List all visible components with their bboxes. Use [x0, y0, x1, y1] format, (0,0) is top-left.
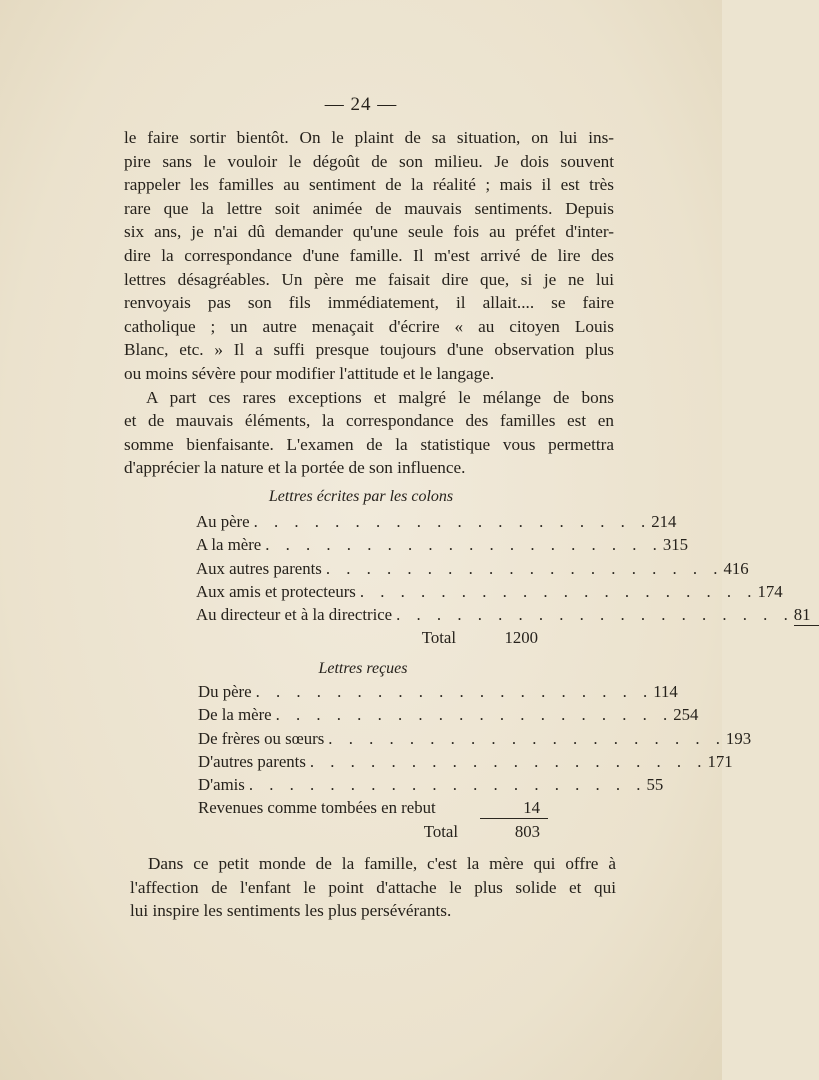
table-caption: Lettres écrites par les colons [268, 488, 454, 505]
text-line: renvoyais pas son fils immédiatement, il allait.... se faire [124, 293, 614, 313]
text-line: Blanc, etc. » Il a suffi presque toujours d'une observation plus [124, 340, 614, 360]
table-row [196, 605, 811, 628]
paragraph-1 [124, 126, 614, 386]
leader-dots: . . . . . . . . . . . . . . . . . . . . [255, 682, 654, 701]
row-value: 174 [757, 581, 783, 601]
page-number: — 24 — [324, 94, 398, 115]
row-label: D'autres parents [198, 751, 306, 771]
table-row [196, 512, 677, 535]
row-label: De la mère [198, 705, 272, 725]
row-value: 254 [673, 705, 699, 725]
leader-dots: . . . . . . . . . . . . . . . . . . . . [248, 775, 647, 795]
table-total-row [198, 822, 548, 846]
row-label: Du père [198, 682, 252, 701]
text-line: le faire sortir bientôt. On le plaint de sa situation, on lui ins- [124, 128, 614, 147]
leader-dots: . . . . . . . . . . . . . . . . . . . . [325, 558, 724, 578]
closing-paragraph [130, 852, 616, 923]
row-value: 193 [725, 728, 752, 748]
text-line: Dans ce petit monde de la famille, c'est la mère qui offre à [148, 854, 616, 873]
row-label: De frères ou sœurs [198, 728, 325, 748]
text-line: lettres désagréables. Un père me faisait dire que, si je ne lui [124, 269, 614, 289]
table-row [196, 535, 689, 558]
leader-dots: . . . . . . . . . . . . . . . . . . . . [396, 605, 794, 625]
total-label: Total [423, 821, 458, 841]
table-total-row [196, 628, 546, 652]
table-row [198, 728, 752, 752]
text-line: d'apprécier la nature et la portée de son influence. [124, 458, 466, 478]
text-line: rare que la lettre soit animée de mauvais sentiments. Depuis [124, 198, 614, 218]
table-row [196, 558, 749, 582]
leader-dots: . . . . . . . . . . . . . . . . . . . . [253, 512, 652, 531]
text-line: lui inspire les sentiments les plus persévérants. [130, 901, 452, 921]
text-line: somme bienfaisante. L'examen de la statistique vous permettra [124, 434, 614, 454]
text-line: rappeler les familles au sentiment de la réalité ; mais il est très [124, 175, 614, 195]
leader-dots: . . . . . . . . . . . . . . . . . . . . [328, 728, 726, 748]
row-label: Au père [196, 512, 250, 531]
text-line: ou moins sévère pour modifier l'attitude et le langage. [124, 363, 495, 383]
row-value: 171 [707, 751, 733, 771]
leader-dots: . . . . . . . . . . . . . . . . . . . . [359, 581, 758, 601]
text-line: dire la correspondance d'une famille. Il m'est arrivé de lire des [124, 245, 614, 265]
text-line: pire sans le vouloir le dégoût de son milieu. Je dois souvent [124, 151, 614, 171]
leader-dots: . . . . . . . . . . . . . . . . . . . . [309, 751, 708, 771]
row-value: 81 [794, 605, 819, 626]
row-label: Aux autres parents [196, 558, 322, 578]
table-row [198, 682, 678, 705]
row-label: D'amis [198, 775, 245, 795]
row-value: 14 [480, 798, 548, 819]
text-line: A part ces rares exceptions et malgré le mélange de bons [146, 387, 614, 407]
row-value: 416 [723, 558, 749, 578]
table-letters-written [196, 488, 811, 652]
table-letters-received [198, 660, 752, 846]
paragraph-2 [124, 386, 614, 480]
total-label: Total [421, 628, 456, 648]
row-label: A la mère [196, 535, 262, 555]
text-line: catholique ; un autre menaçait d'écrire « au citoyen Louis [124, 316, 614, 336]
table-row [198, 775, 664, 798]
row-value: 315 [662, 535, 689, 555]
text-line: et de mauvais éléments, la correspondance des familles est en [124, 411, 614, 431]
table-row [196, 581, 783, 605]
text-line: l'affection de l'enfant le point d'attache le plus solide et qui [130, 877, 616, 897]
total-value: 803 [514, 821, 540, 841]
row-label: Revenues comme tombées en rebut [198, 798, 436, 818]
text-line: six ans, je n'ai dû demander qu'une seule fois au préfet d'inter- [124, 222, 614, 242]
table-row [198, 705, 699, 728]
body-text [124, 126, 614, 480]
table-row [198, 798, 548, 821]
row-value: 214 [651, 512, 677, 531]
row-label: Aux amis et protecteurs [196, 581, 356, 601]
leader-dots: . . . . . . . . . . . . . . . . . . . . [265, 535, 663, 555]
table-row [198, 751, 733, 775]
leader-dots: . . . . . . . . . . . . . . . . . . . . [275, 705, 674, 725]
row-label: Au directeur et à la directrice [196, 605, 393, 625]
row-value: 114 [653, 682, 678, 701]
paragraph-3 [130, 852, 616, 923]
row-value: 55 [646, 775, 664, 795]
total-value: 1200 [504, 628, 538, 648]
table-caption: Lettres reçues [318, 660, 408, 677]
